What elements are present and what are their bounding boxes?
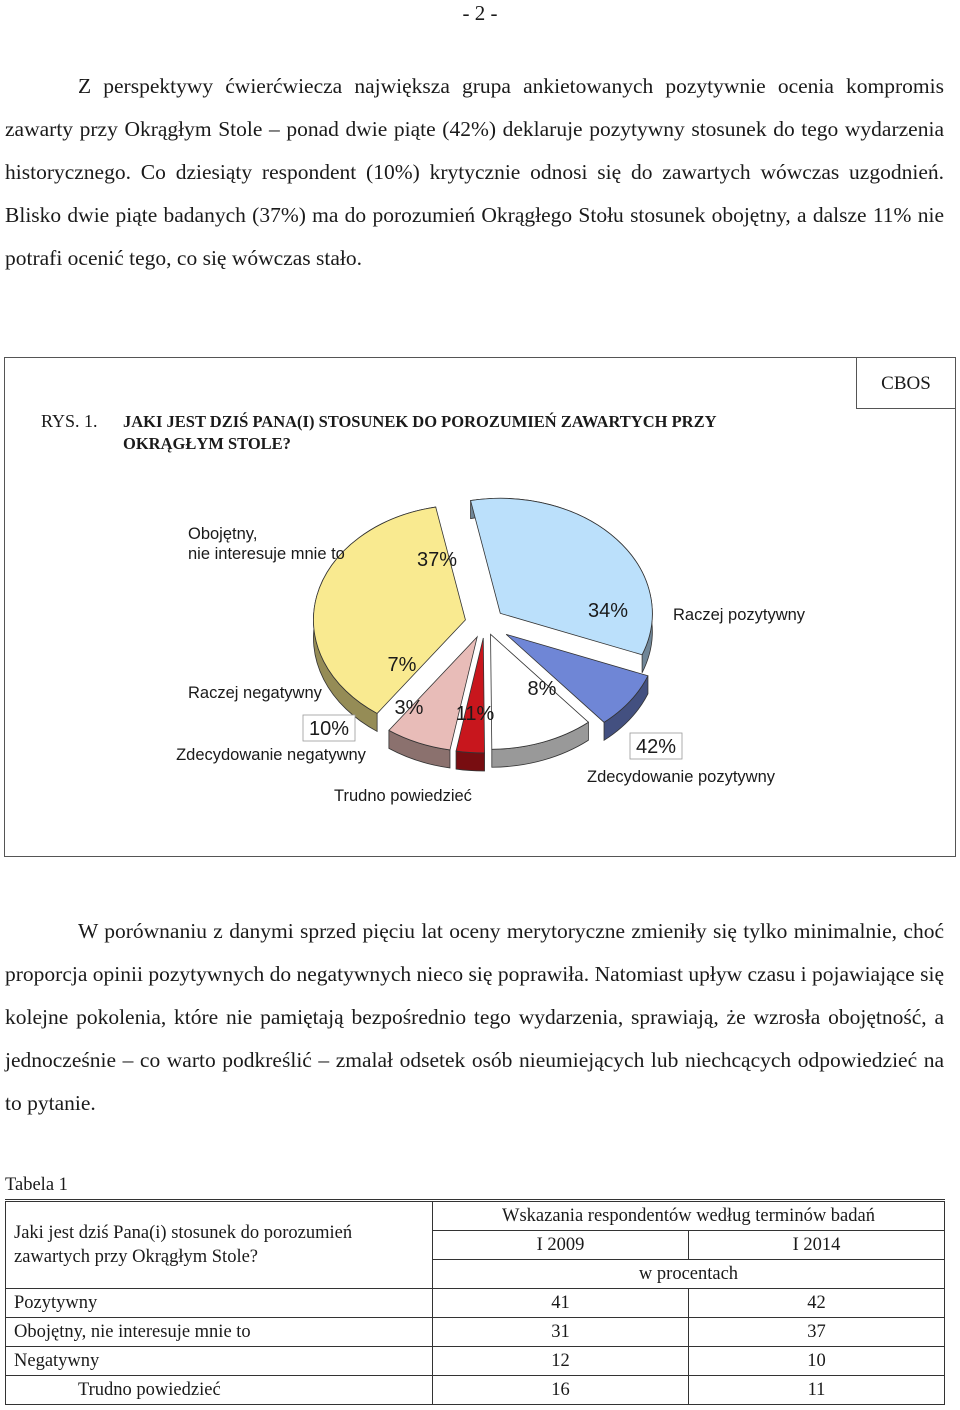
row-value: 42 <box>689 1289 945 1318</box>
intro-paragraph: Z perspektywy ćwierćwiecza największa grupa ankietowanych pozytywnie ocenia kompromis zawarty przy Okrągłym Stole – ponad dwie piąte (42%) deklaruje pozytywny stosunek do tego wydarzenia historycznego. Co dziesiąty respondent (10%) krytycznie odnosi się do zawartych wówczas uzgodnień. Blisko dwie piąte badanych (37%) ma do porozumień Okrągłego Stołu stosunek obojętny, a dalsze 11% nie potrafi ocenić tego, co się wówczas stało. <box>5 74 944 270</box>
row-value: 12 <box>433 1347 689 1376</box>
results-table <box>5 1199 945 1405</box>
table-group-header: Wskazania respondentów według terminów badań <box>433 1201 945 1231</box>
slice-name-label: Zdecydowanie negatywny <box>176 746 366 764</box>
slice-name-label: Trudno powiedzieć <box>334 787 472 805</box>
pie-chart <box>5 358 957 858</box>
slice-value-label: 8% <box>527 678 557 700</box>
table-question: Jaki jest dziś Pana(i) stosunek do porozumień zawartych przy Okrągłym Stole? <box>6 1201 433 1289</box>
row-value: 11 <box>689 1376 945 1405</box>
group-total-label: 10% <box>308 718 350 740</box>
column-header: I 2014 <box>689 1231 945 1260</box>
figure <box>4 357 956 857</box>
row-value: 10 <box>689 1347 945 1376</box>
table-row <box>6 1347 945 1376</box>
table-header-row <box>6 1201 945 1231</box>
table-caption: Tabela 1 <box>5 1175 68 1195</box>
slice-value-label: 3% <box>394 697 424 719</box>
row-label: Trudno powiedzieć <box>6 1376 433 1405</box>
slice-name-label: Raczej negatywny <box>188 684 322 702</box>
row-value: 16 <box>433 1376 689 1405</box>
slice-value-label: 34% <box>587 600 629 622</box>
pie-slice-side <box>456 751 485 771</box>
slice-value-label: 11% <box>455 703 495 725</box>
slice-value-label: 7% <box>387 654 417 676</box>
slice-name-label: Raczej pozytywny <box>673 606 806 624</box>
figure-title: JAKI JEST DZIŚ PANA(I) STOSUNEK DO POROZUMIEŃ ZAWARTYCH PRZY OKRĄGŁYM STOLE? <box>123 412 716 453</box>
row-label: Obojętny, nie interesuje mnie to <box>6 1318 433 1347</box>
slice-name-label: Zdecydowanie pozytywny <box>586 768 776 786</box>
table-unit: w procentach <box>433 1260 945 1289</box>
slice-value-label: 37% <box>416 549 458 571</box>
row-value: 37 <box>689 1318 945 1347</box>
pie-slice <box>471 498 653 654</box>
group-total-label: 42% <box>635 736 677 758</box>
row-value: 31 <box>433 1318 689 1347</box>
page-number: - 2 - <box>462 1 498 25</box>
row-label: Negatywny <box>6 1347 433 1376</box>
row-value: 41 <box>433 1289 689 1318</box>
figure-label: RYS. 1. <box>41 411 98 431</box>
column-header: I 2009 <box>433 1231 689 1260</box>
table-row <box>6 1289 945 1318</box>
row-label: Pozytywny <box>6 1289 433 1318</box>
source-label: CBOS <box>856 357 956 409</box>
comparison-paragraph: W porównaniu z danymi sprzed pięciu lat oceny merytoryczne zmieniły się tylko minimalnie, choć proporcja opinii pozytywnych do negatywnych nieco się poprawiła. Natomiast upływ czasu i pojawiające się kolejne pokolenia, które nie pamiętają bezpośrednio tego wydarzenia, sprawiają, że wzrosła obojętność, a jednocześnie – co warto podkreślić – zmalał odsetek osób nieumiejących lub niechcących odpowiedzieć na to pytanie. <box>5 919 944 1115</box>
table-row <box>6 1318 945 1347</box>
table-row <box>6 1376 945 1405</box>
slice-name-label: Obojętny, nie interesuje mnie to <box>188 525 345 563</box>
